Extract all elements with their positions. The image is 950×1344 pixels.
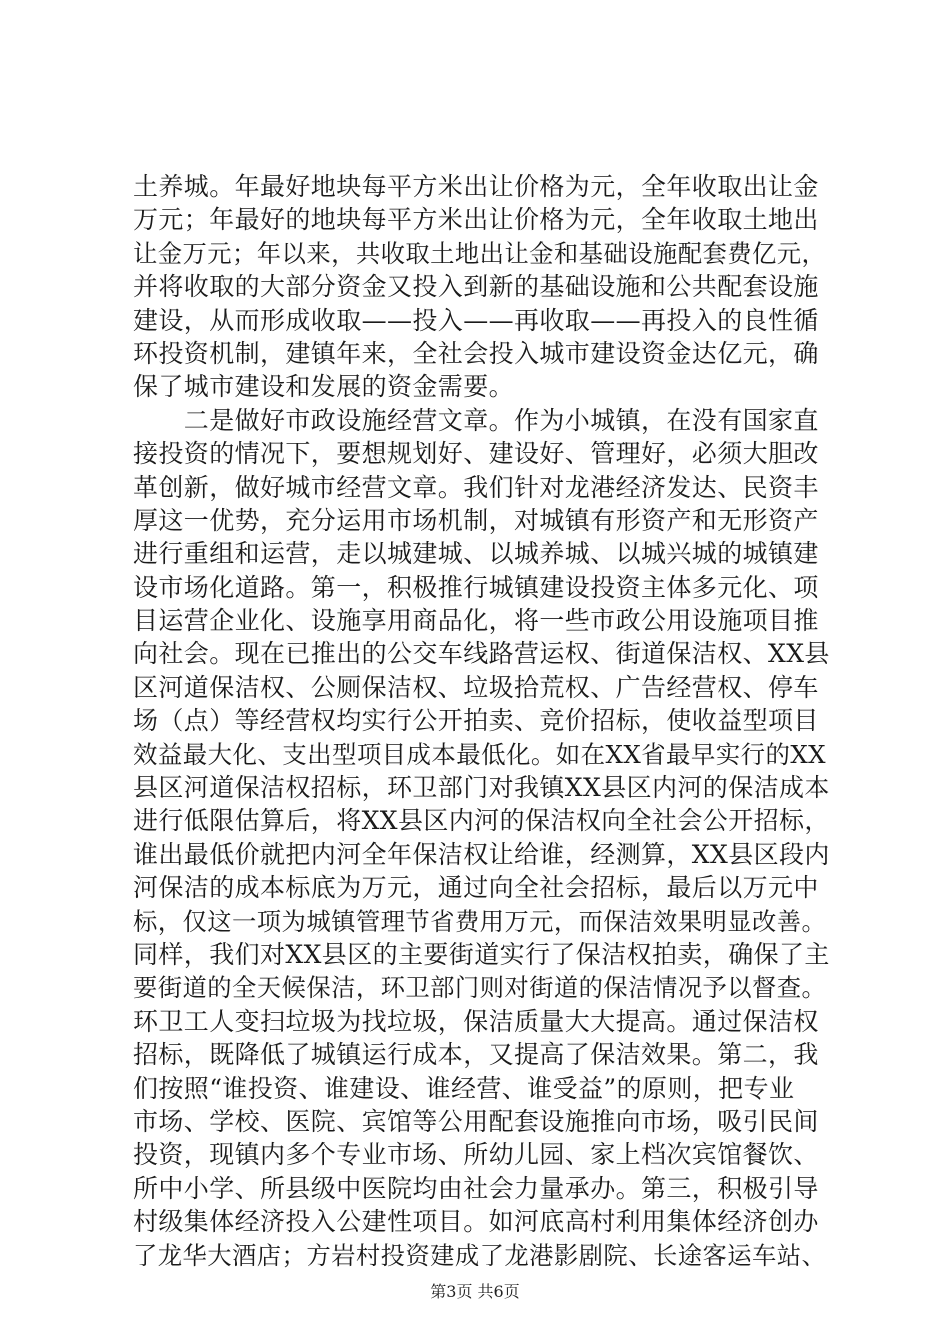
text-line: 要街道的全天候保洁，环卫部门则对街道的保洁情况予以督查。: [133, 973, 827, 1003]
text-line: 并将收取的大部分资金又投入到新的基础设施和公共配套设施: [133, 272, 819, 302]
text-line: 万元；年最好的地块每平方米出让价格为元，全年收取土地出: [133, 205, 819, 235]
text-line: 谁出最低价就把内河全年保洁权让给谁，经测算，XX县区段内: [133, 839, 830, 869]
text-line: 设市场化道路。第一，积极推行城镇建设投资主体多元化、项: [133, 572, 819, 602]
text-line: 所中小学、所县级中医院均由社会力量承办。第三，积极引导: [133, 1173, 819, 1203]
body-text: [133, 170, 833, 1272]
text-line: 接投资的情况下，要想规划好、建设好、管理好，必须大胆改: [133, 439, 819, 469]
text-line: 们按照“谁投资、谁建设、谁经营、谁受益”的原则，把专业: [133, 1073, 795, 1103]
text-line: 环投资机制，建镇年来，全社会投入城市建设资金达亿元，确: [133, 338, 819, 368]
text-line: 市场、学校、医院、宾馆等公用配套设施推向市场，吸引民间: [133, 1106, 819, 1136]
text-line: 向社会。现在已推出的公交车线路营运权、街道保洁权、XX县: [133, 639, 830, 669]
text-line: 场（点）等经营权均实行公开拍卖、竞价招标，使收益型项目: [133, 706, 819, 736]
text-line: 进行重组和运营，走以城建城、以城养城、以城兴城的城镇建: [133, 539, 819, 569]
text-line: 河保洁的成本标底为万元，通过向全社会招标，最后以万元中: [133, 873, 819, 903]
text-line: 区河道保洁权、公厕保洁权、垃圾拾荒权、广告经营权、停车: [133, 672, 819, 702]
text-line: 进行低限估算后，将XX县区内河的保洁权向全社会公开招标，: [133, 806, 830, 836]
text-line: 效益最大化、支出型项目成本最低化。如在XX省最早实行的XX: [133, 739, 826, 769]
text-line: 投资，现镇内多个专业市场、所幼儿园、家上档次宾馆餐饮、: [133, 1140, 819, 1170]
text-line: 土养城。年最好地块每平方米出让价格为元，全年收取出让金: [133, 172, 819, 201]
text-line: 县区河道保洁权招标，环卫部门对我镇XX县区内河的保洁成本: [133, 773, 830, 803]
text-line: 标，仅这一项为城镇管理节省费用万元，而保洁效果明显改善。: [133, 906, 827, 936]
text-line: 二是做好市政设施经营文章。作为小城镇，在没有国家直: [133, 405, 819, 435]
text-line: 建设，从而形成收取——投入——再收取——再投入的良性循: [133, 305, 819, 335]
text-line: 了龙华大酒店；方岩村投资建成了龙港影剧院、长途客运车站、: [133, 1240, 827, 1270]
page-footer: 第3页 共6页: [430, 1282, 520, 1301]
text-line: 招标，既降低了城镇运行成本，又提高了保洁效果。第二，我: [133, 1040, 819, 1070]
text-line: 厚这一优势，充分运用市场机制，对城镇有形资产和无形资产: [133, 505, 819, 535]
text-line: 革创新，做好城市经营文章。我们针对龙港经济发达、民资丰: [133, 472, 819, 502]
text-line: 同样，我们对XX县区的主要街道实行了保洁权拍卖，确保了主: [133, 939, 830, 969]
text-line: 让金万元；年以来，共收取土地出让金和基础设施配套费亿元，: [133, 238, 827, 268]
text-line: 目运营企业化、设施享用商品化，将一些市政公用设施项目推: [133, 606, 819, 636]
text-line: 村级集体经济投入公建性项目。如河底高村利用集体经济创办: [133, 1207, 819, 1237]
text-line: 保了城市建设和发展的资金需要。: [133, 372, 515, 402]
text-line: 环卫工人变扫垃圾为找垃圾，保洁质量大大提高。通过保洁权: [133, 1006, 819, 1036]
